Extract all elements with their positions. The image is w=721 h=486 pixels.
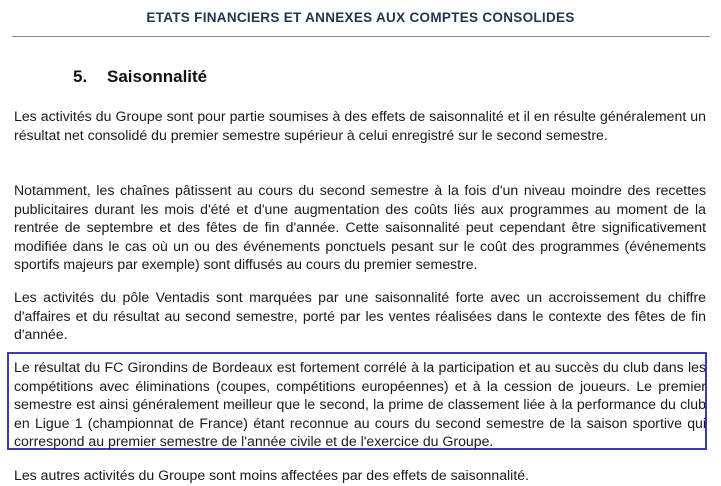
section-number: 5. — [73, 67, 88, 86]
paragraph-other-activities: Les autres activités du Groupe sont moins affectées par des effets de saisonnalité. — [14, 467, 529, 483]
section-title: Saisonnalité — [107, 67, 208, 86]
paragraph-seasonality-intro: Les activités du Groupe sont pour partie soumises à des effets de saisonnalité et il en résulte généralement un résultat net consolidé du premier semestre supérieur à celui enregistré sur le second semestre. — [14, 108, 706, 143]
paragraph-ventadis: Les activités du pôle Ventadis sont marquées par une saisonnalité forte avec un accroissement du chiffre d'affaires et du résultat au second semestre, porté par les ventes réalisées dans le contexte des fêtes de fin d'année. — [14, 289, 706, 343]
paragraph-channels: Notamment, les chaînes pâtissent au cours du second semestre à la fois d'un niveau moindre des recettes publicitaires durant les mois d'été et d'une augmentation des coûts liés aux programmes au moment de la rentrée de septembre et des fêtes de fin d'année. Cette saisonnalité peut cependant être significativement modifiée dans le cas où un ou des événements ponctuels pesant sur le coût des programmes (événements sportifs majeurs par exemple) sont diffusés au cours du premier semestre. — [14, 182, 706, 273]
header-divider — [12, 36, 710, 37]
page-header-title: ETATS FINANCIERS ET ANNEXES AUX COMPTES CONSOLIDES — [146, 10, 575, 25]
section-heading — [73, 67, 207, 87]
paragraph-girondins-highlighted: Le résultat du FC Girondins de Bordeaux est fortement corrélé à la participation et au succès du club dans les compétitions avec éliminations (coupes, compétitions européennes) et à la cession de joueurs. Le premier semestre est ainsi généralement meilleur que le second, la prime de classement liée à la performance du club en Ligue 1 (championnat de France) étant reconnue au cours du second semestre de la saison sportive qui correspond au premier semestre de l'année civile et de l'exercice du Groupe. — [14, 359, 706, 450]
